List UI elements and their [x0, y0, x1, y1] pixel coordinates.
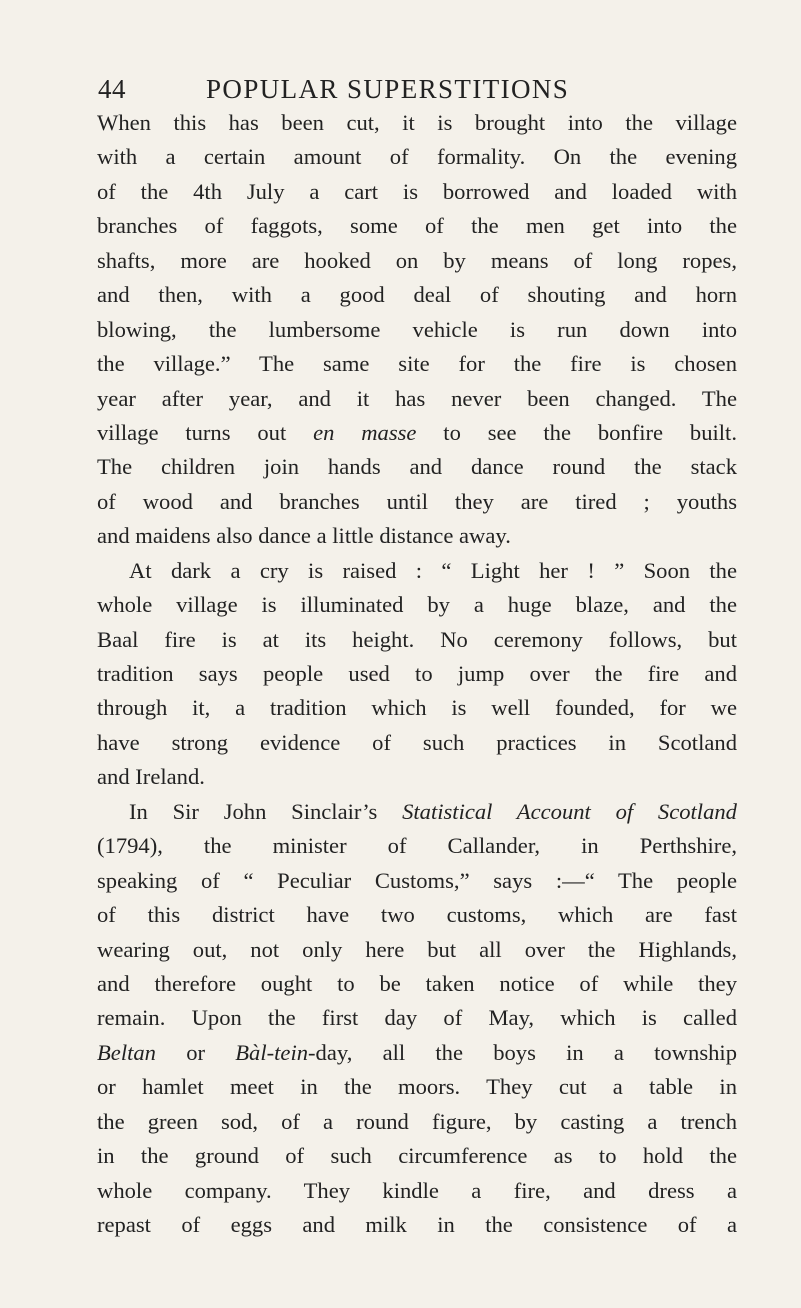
text-segment: have strong evidence of such practices in Scotland [97, 729, 737, 755]
text-line [97, 898, 737, 932]
text-segment: the village.” The same site for the fire is chosen [97, 351, 737, 377]
text-line [97, 209, 737, 243]
text-line [97, 416, 737, 450]
page-number: 44 [98, 74, 126, 104]
text-line [97, 726, 737, 760]
text-segment: When this has been cut, it is brought into the village [97, 110, 737, 135]
text-line [97, 864, 737, 898]
text-segment: blowing, the lumbersome vehicle is run down into [97, 316, 737, 342]
text-segment: of this district have two customs, which are fast [97, 902, 737, 928]
text-line [97, 1139, 737, 1173]
text-line [97, 588, 737, 622]
text-line [97, 106, 737, 140]
italic-phrase: Bàl-tein [235, 1039, 309, 1065]
text-segment: branches of faggots, some of the men get into the [97, 213, 737, 239]
text-segment: village turns out [97, 419, 314, 445]
text-line [97, 1105, 737, 1139]
text-line [97, 450, 737, 484]
text-line [97, 967, 737, 1001]
text-line [97, 1001, 737, 1035]
text-line [97, 657, 737, 691]
text-segment: or hamlet meet in the moors. They cut a table in [97, 1074, 737, 1100]
italic-phrase: Beltan [97, 1039, 156, 1065]
text-segment: whole company. They kindle a fire, and dress a [97, 1177, 737, 1203]
text-line [97, 554, 737, 588]
text-segment: Baal fire is at its height. No ceremony follows, but [97, 626, 737, 652]
text-line [97, 382, 737, 416]
text-segment: shafts, more are hooked on by means of long ropes, [97, 247, 737, 273]
text-segment: or [155, 1039, 236, 1065]
text-line [97, 691, 737, 725]
text-segment: the green sod, of a round figure, by casting a trench [97, 1108, 737, 1134]
text-segment: and therefore ought to be taken notice of while they [97, 970, 737, 996]
text-line [97, 140, 737, 174]
text-line [97, 760, 737, 794]
text-segment: whole village is illuminated by a huge blaze, and the [97, 592, 737, 618]
text-segment: of wood and branches until they are tired ; youths [97, 488, 737, 514]
text-segment: through it, a tradition which is well founded, for we [97, 695, 737, 721]
text-line [97, 933, 737, 967]
text-segment: and maidens also dance a little distance away. [97, 523, 511, 549]
text-line [97, 175, 737, 209]
text-line [97, 1036, 737, 1070]
text-segment: repast of eggs and milk in the consistence of a [97, 1212, 737, 1237]
text-segment: and then, with a good deal of shouting and horn [97, 282, 737, 308]
text-segment: of the 4th July a cart is borrowed and loaded with [97, 178, 737, 204]
italic-phrase: en masse [313, 419, 417, 445]
text-line [97, 278, 737, 312]
text-segment: -day, all the boys in a township [308, 1039, 737, 1065]
text-line [97, 1208, 737, 1242]
text-segment: At dark a cry is raised : “ Light her ! ” Soon the [129, 557, 737, 583]
text-line [97, 1070, 737, 1104]
text-segment: wearing out, not only here but all over the Highlands, [97, 936, 737, 962]
text-segment: to see the bonfire built. [416, 419, 737, 445]
text-line [97, 244, 737, 278]
italic-phrase: Statistical Account of Scotland [402, 798, 737, 824]
text-segment: tradition says people used to jump over the fire and [97, 661, 737, 686]
text-line [97, 795, 737, 829]
text-segment: (1794), the minister of Callander, in Perthshire, [97, 833, 737, 859]
text-segment: The children join hands and dance round the stack [97, 454, 737, 480]
text-segment: speaking of “ Peculiar Customs,” says :—“ The people [97, 867, 737, 893]
text-segment: remain. Upon the first day of May, which is called [97, 1005, 737, 1031]
text-segment: in the ground of such circumference as to hold the [97, 1143, 737, 1169]
text-line [97, 347, 737, 381]
text-line [97, 1174, 737, 1208]
text-line [97, 485, 737, 519]
text-line [97, 519, 737, 553]
text-line [97, 623, 737, 657]
text-line [97, 829, 737, 863]
text-line [97, 313, 737, 347]
text-segment: with a certain amount of formality. On the evening [97, 144, 737, 170]
text-segment: and Ireland. [97, 764, 205, 790]
running-head: POPULAR SUPERSTITIONS [206, 74, 570, 104]
text-segment: year after year, and it has never been changed. The [97, 385, 737, 411]
body-text [97, 106, 737, 1242]
text-segment: In Sir John Sinclair’s [129, 798, 403, 824]
